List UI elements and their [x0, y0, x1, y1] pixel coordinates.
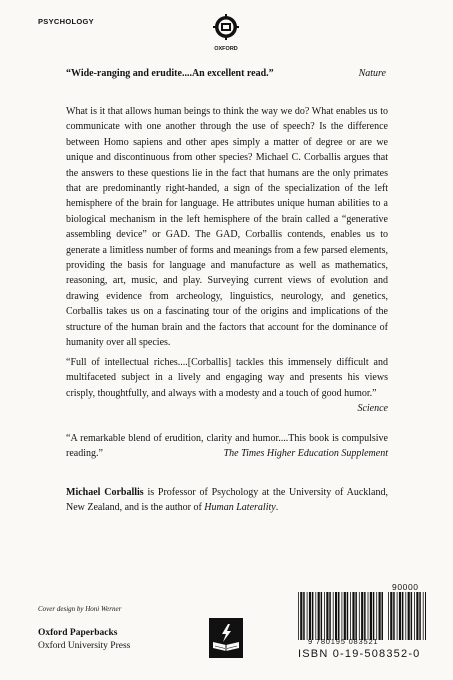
times-quote-source: The Times Higher Education Supplement: [223, 448, 388, 459]
science-quote-source: Science: [357, 403, 388, 414]
author-name: Michael Corballis: [66, 487, 144, 498]
publisher-block: [38, 627, 130, 653]
nature-blurb: “Wide-ranging and erudite....An excellent read.”: [66, 68, 274, 79]
book-description: What is it that allows human beings to think the way we do? What enables us to communicate with one another through the use of speech? Is the difference between Homo sapiens and other apes simply a matter of degree or are we unique and discontinuous from other species? Michael C. Corballis argues that the answers to these questions lie in the fact that humans are the only primates that are predominantly right-handed, a sign of the specialization of the left hemisphere of the brain for language. He attributes unique human abilities to a biological mechanism in the left hemisphere of the brain called a “generative assembling device” or GAD. The GAD, Corballis contends, enables us to generate a limitless number of forms and meanings from a few parsed elements, providing the basis for language and manufacture as well as mathematics, reasoning, art, music, and play. Surveying current views of evolution and drawing evidence from archeology, linguistics, neurology, and genetics, Corballis takes us on a fascinating tour of the origins and implications of the structure of the human brain and the factors that account for the dominance of humanity over all species.: [66, 106, 388, 349]
price-code: 90000: [392, 582, 419, 592]
isbn-barcode-bars: [298, 592, 384, 640]
barcode-digits: 9 780195 083521: [308, 637, 379, 646]
author-bio-end: .: [275, 502, 279, 514]
nature-blurb-source: Nature: [358, 68, 386, 79]
category-label: PSYCHOLOGY: [38, 17, 94, 26]
author-previous-book: Human Laterality: [204, 502, 276, 514]
author-bio: [66, 485, 388, 516]
open-book-lightning-icon: [209, 618, 243, 658]
cover-design-credit: Cover design by Honi Werner: [38, 605, 122, 613]
oxford-crest-icon: [211, 14, 241, 54]
times-quote: “A remarkable blend of erudition, clarity and humor....This book is compulsive reading.”: [66, 433, 388, 460]
science-quote: “Full of intellectual riches....[Corballis] tackles this immensely difficult and multifaceted subject in a lively and engaging way and presents his views crisply, thoughtfully, and always with a modesty and a touch of good humor.”: [66, 357, 388, 399]
oxford-logo-text: OXFORD: [214, 46, 238, 52]
publisher-imprint: Oxford Paperbacks: [38, 628, 118, 638]
isbn-label: ISBN 0-19-508352-0: [298, 648, 421, 660]
price-barcode-bars: [388, 592, 426, 640]
author-bio-text: is Professor of Psychology at the University of Auckland, New Zealand, and is the author of: [66, 487, 388, 514]
publisher-press: Oxford University Press: [38, 641, 131, 651]
